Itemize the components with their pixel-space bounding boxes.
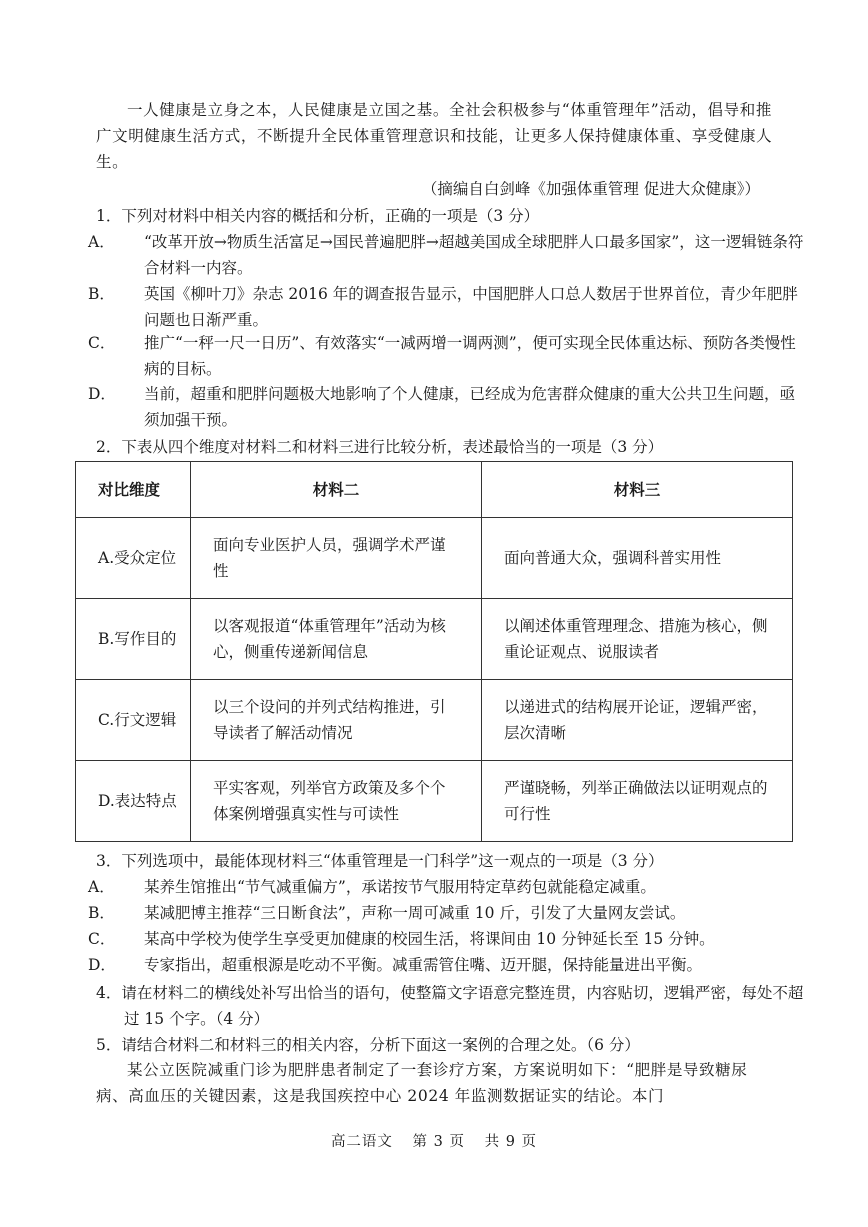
question-1-stem: 1．下列对材料中相关内容的概括和分析，正确的一项是（3 分） [96,207,540,225]
question-3-option-b [88,900,804,926]
option-text: 推广“一秤一尺一日历”、有效落实“一减两增一调两测”，便可实现全民体重达标、预防各类慢性病的目标。 [144,334,796,378]
table-cell: A.受众定位 [76,518,191,599]
table-cell: 面向普通大众，强调科普实用性 [482,518,793,599]
question-1-option-a [88,229,804,281]
option-tag: A． [88,233,115,251]
option-text: 专家指出，超重根源是吃动不平衡。减重需管住嘴、迈开腿，保持能量进出平衡。 [144,956,703,974]
table-cell: 以三个设问的并列式结构推进，引导读者了解活动情况 [191,680,482,761]
table-cell: 面向专业医护人员，强调学术严谨性 [191,518,482,599]
question-1-option-c [88,330,804,382]
table-row [76,680,793,761]
comparison-table [75,461,793,842]
option-text: “改革开放→物质生活富足→国民普遍肥胖→超越美国成全球肥胖人口最多国家”，这一逻辑链条符合材料一内容。 [144,233,804,277]
table-header: 材料三 [482,462,793,518]
question-3-stem: 3．下列选项中，最能体现材料三“体重管理是一门科学”这一观点的一项是（3 分） [96,852,664,870]
table-cell: C.行文逻辑 [76,680,191,761]
table-row [76,761,793,842]
question-5-case: 某公立医院减重门诊为肥胖患者制定了一套诊疗方案，方案说明如下：“肥胖是导致糖尿病、高血压的关键因素，这是我国疾控中心 2024 年监测数据证实的结论。本门 [96,1061,748,1105]
table-cell: 以客观报道“体重管理年”活动为核心，侧重传递新闻信息 [191,599,482,680]
question-4-stem: 4．请在材料二的横线处补写出恰当的语句，使整篇文字语意完整连贯，内容贴切，逻辑严密，每处不超过 15 个字。（4 分） [96,984,804,1028]
table-row [76,599,793,680]
option-text: 当前，超重和肥胖问题极大地影响了个人健康，已经成为危害群众健康的重大公共卫生问题，亟须加强干预。 [144,385,796,429]
footer-subject: 高二语文 [330,1134,393,1150]
option-tag: B． [88,285,115,303]
table-cell: D.表达特点 [76,761,191,842]
question-1-option-d [88,381,804,433]
question-5-stem: 5．请结合材料二和材料三的相关内容，分析下面这一案例的合理之处。（6 分） [96,1036,640,1054]
option-text: 英国《柳叶刀》杂志 2016 年的调查报告显示，中国肥胖人口总人数居于世界首位，青少年肥胖问题也日渐严重。 [144,285,798,329]
option-text: 某养生馆推出“节气减重偏方”，承诺按节气服用特定草药包就能稳定减重。 [144,878,656,896]
table-cell: 平实客观，列举官方政策及多个个体案例增强真实性与可读性 [191,761,482,842]
option-tag: C． [88,334,116,352]
material-source: （摘编自白剑峰《加强体重管理 促进大众健康》） [421,180,760,198]
table-row [76,518,793,599]
table-header: 材料二 [191,462,482,518]
table-cell: 以递进式的结构展开论证，逻辑严密，层次清晰 [482,680,793,761]
footer-total-pages: 共 9 页 [484,1134,538,1150]
table-cell: B.写作目的 [76,599,191,680]
table-cell: 严谨晓畅，列举正确做法以证明观点的可行性 [482,761,793,842]
option-text: 某减肥博主推荐“三日断食法”，声称一周可减重 10 斤，引发了大量网友尝试。 [144,904,686,922]
table-header-row [76,462,793,518]
option-tag: D． [88,956,116,974]
option-text: 某高中学校为使学生享受更加健康的校园生活，将课间由 10 分钟延长至 15 分钟。 [144,930,715,948]
page-footer [0,1130,868,1151]
question-3-option-a [88,874,804,900]
footer-page-number: 第 3 页 [412,1134,465,1150]
table-cell: 以阐述体重管理理念、措施为核心，侧重论证观点、说服读者 [482,599,793,680]
option-tag: C． [88,930,116,948]
question-2-stem: 2．下表从四个维度对材料二和材料三进行比较分析，表述最恰当的一项是（3 分） [96,438,664,456]
option-tag: D． [88,385,116,403]
option-tag: A． [88,878,115,896]
question-3-option-c [88,926,804,952]
option-tag: B． [88,904,115,922]
question-1-option-b [88,281,804,333]
table-header: 对比维度 [76,462,191,518]
material-paragraph: 一人健康是立身之本，人民健康是立国之基。全社会积极参与“体重管理年”活动，倡导和推广文明健康生活方式，不断提升全民体重管理意识和技能，让更多人保持健康体重、享受健康人生。 [96,101,773,171]
question-3-option-d [88,952,804,978]
